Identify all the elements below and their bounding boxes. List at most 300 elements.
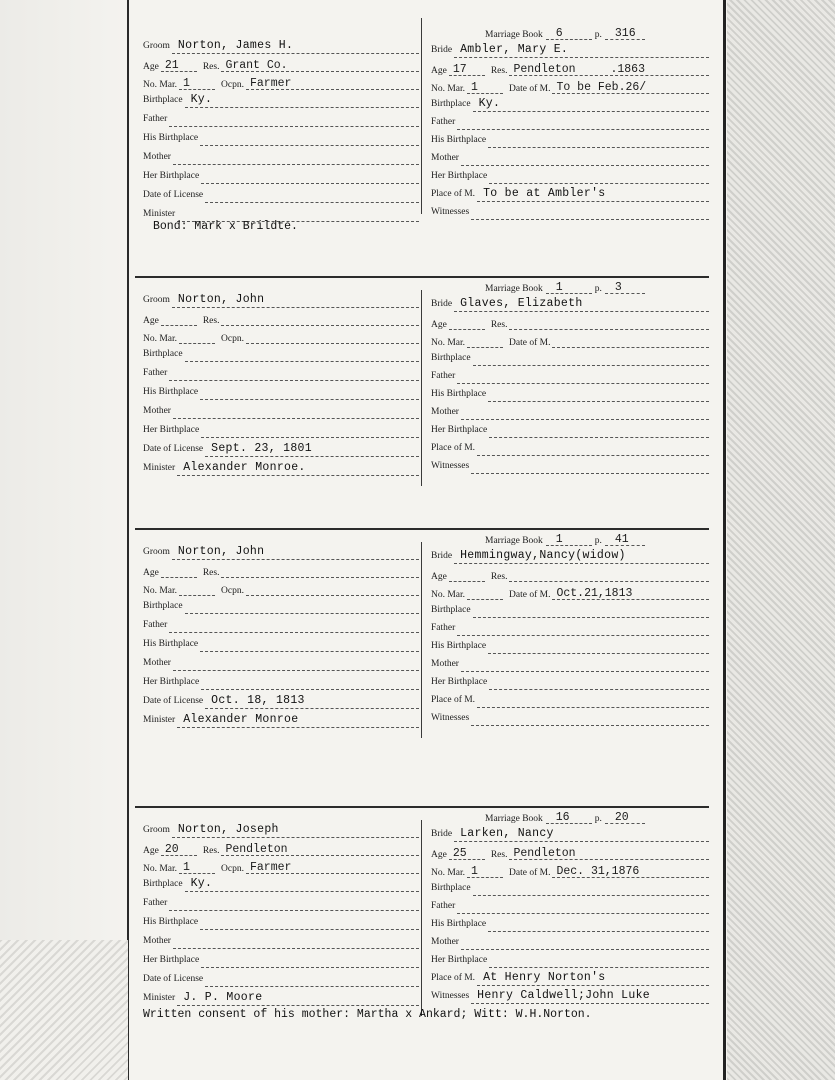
groom-her-birthplace-label: Her Birthplace xyxy=(143,425,200,435)
groom-date-of-license-value: Oct. 18, 1813 xyxy=(211,694,305,707)
marriage-book-value: 1 xyxy=(555,281,563,294)
groom-birthplace-label: Birthplace xyxy=(143,95,183,105)
marriage-book-line xyxy=(546,283,592,294)
bride-witnesses xyxy=(431,988,709,1004)
bride-place-of-m xyxy=(431,440,709,456)
bride-his-birthplace-label: His Birthplace xyxy=(431,389,487,399)
groom-name-label: Groom xyxy=(143,825,170,835)
groom-date-of-license-line xyxy=(205,192,419,203)
bride-father xyxy=(431,114,709,130)
groom-minister-value: Alexander Monroe. xyxy=(183,461,306,474)
record-note: Bond: Mark x Brildte. xyxy=(153,220,298,233)
bride-father xyxy=(431,368,709,384)
bride-birthplace xyxy=(431,96,709,112)
groom-her-birthplace-line xyxy=(201,679,419,690)
groom-his-birthplace-label: His Birthplace xyxy=(143,133,199,143)
bride-age-res-value-1: 17 xyxy=(452,63,467,76)
groom-age-res xyxy=(143,310,419,326)
bride-father xyxy=(431,898,709,914)
groom-name-value: Norton, Joseph xyxy=(177,823,279,836)
bride-age-res xyxy=(431,844,709,860)
groom-age-res-line-2 xyxy=(221,845,419,856)
groom-nomar-ocpn-value-1: 1 xyxy=(183,77,190,90)
groom-her-birthplace-line xyxy=(201,957,419,968)
groom-minister-value: J. P. Moore xyxy=(183,991,263,1004)
marriage-book-value: 1 xyxy=(555,533,563,546)
bride-mother xyxy=(431,150,709,166)
groom-date-of-license xyxy=(143,693,419,709)
groom-his-birthplace xyxy=(143,384,419,400)
groom-nomar-ocpn xyxy=(143,74,419,90)
groom-father-line xyxy=(169,116,419,127)
groom-nomar-ocpn-label-1: No. Mar. xyxy=(143,864,178,874)
groom-name-label: Groom xyxy=(143,41,170,51)
groom-name xyxy=(143,38,419,54)
groom-nomar-ocpn-label-1: No. Mar. xyxy=(143,586,178,596)
groom-date-of-license-label: Date of License xyxy=(143,444,204,454)
scan-right-border xyxy=(723,0,726,1080)
bride-place-of-m-value: To be at Ambler's xyxy=(483,187,606,200)
bride-age-res-label-2: Res. xyxy=(490,572,508,582)
bride-name xyxy=(431,296,709,312)
bride-nomar-date-line-1 xyxy=(467,867,503,878)
groom-birthplace-value: Ky. xyxy=(190,877,213,890)
bride-nomar-date-value-2: To be Feb.26/ xyxy=(556,81,647,94)
page-value: 41 xyxy=(614,533,629,546)
bride-age-res xyxy=(431,314,709,330)
groom-mother-label: Mother xyxy=(143,936,171,946)
bride-name-value: Glaves, Elizabeth xyxy=(460,297,583,310)
bride-nomar-date-value-2: Dec. 31,1876 xyxy=(556,865,640,878)
bride-nomar-date-line-2 xyxy=(552,337,709,348)
groom-father-line xyxy=(169,900,419,911)
groom-age-res xyxy=(143,56,419,72)
bride-witnesses-line xyxy=(471,463,709,474)
page-line xyxy=(605,535,645,546)
bride-mother-line xyxy=(461,409,709,420)
groom-name-line xyxy=(172,823,419,838)
bride-birthplace xyxy=(431,602,709,618)
groom-age-res-line-2 xyxy=(221,61,419,72)
groom-birthplace-label: Birthplace xyxy=(143,601,183,611)
marriage-book-label: Marriage Book xyxy=(485,536,543,546)
groom-age-res xyxy=(143,562,419,578)
groom-minister-value: Alexander Monroe xyxy=(183,713,299,726)
page-line xyxy=(605,813,645,824)
bride-nomar-date-value-1: 1 xyxy=(471,81,478,94)
groom-age-res-label-2: Res. xyxy=(202,846,220,856)
bride-birthplace-line xyxy=(473,355,709,366)
bride-her-birthplace-label: Her Birthplace xyxy=(431,171,488,181)
groom-minister-line xyxy=(177,461,419,476)
groom-minister xyxy=(143,712,419,728)
bride-mother-label: Mother xyxy=(431,153,459,163)
groom-his-birthplace-line xyxy=(200,919,419,930)
bride-age-res xyxy=(431,60,709,76)
bride-place-of-m-line xyxy=(477,971,709,986)
groom-birthplace-label: Birthplace xyxy=(143,879,183,889)
groom-nomar-ocpn-line-1 xyxy=(179,863,215,874)
bride-place-of-m-line xyxy=(477,445,709,456)
bride-age-res-label-1: Age xyxy=(431,850,447,860)
bride-birthplace-line xyxy=(473,97,709,112)
bride-father-label: Father xyxy=(431,117,456,127)
groom-birthplace-line xyxy=(185,93,419,108)
groom-her-birthplace-line xyxy=(201,427,419,438)
column-divider xyxy=(421,18,422,214)
bride-place-of-m xyxy=(431,186,709,202)
groom-nomar-ocpn-line-2 xyxy=(246,863,419,874)
groom-name-label: Groom xyxy=(143,547,170,557)
groom-nomar-ocpn-line-1 xyxy=(179,333,215,344)
page-label: p. xyxy=(594,814,602,824)
bride-his-birthplace xyxy=(431,386,709,402)
groom-father xyxy=(143,111,419,127)
groom-her-birthplace xyxy=(143,422,419,438)
bride-father-label: Father xyxy=(431,623,456,633)
groom-mother-label: Mother xyxy=(143,658,171,668)
bride-nomar-date xyxy=(431,862,709,878)
bride-name-value: Ambler, Mary E. xyxy=(460,43,569,56)
bride-his-birthplace-label: His Birthplace xyxy=(431,135,487,145)
groom-name-line xyxy=(172,39,419,54)
bride-nomar-date-label-1: No. Mar. xyxy=(431,338,466,348)
marriage-book-line xyxy=(546,535,592,546)
bride-name-value: Hemmingway,Nancy(widow) xyxy=(460,549,626,562)
marriage-book-value: 16 xyxy=(555,811,570,824)
groom-name-label: Groom xyxy=(143,295,170,305)
groom-father xyxy=(143,895,419,911)
bride-her-birthplace-label: Her Birthplace xyxy=(431,677,488,687)
groom-nomar-ocpn-line-1 xyxy=(179,585,215,596)
groom-father xyxy=(143,617,419,633)
groom-her-birthplace xyxy=(143,952,419,968)
groom-mother-label: Mother xyxy=(143,152,171,162)
groom-minister xyxy=(143,990,419,1006)
bride-birthplace-value: Ky. xyxy=(478,97,501,110)
groom-minister-line xyxy=(177,991,419,1006)
page-label: p. xyxy=(594,30,602,40)
page-label: p. xyxy=(594,536,602,546)
bride-her-birthplace-line xyxy=(489,173,709,184)
groom-nomar-ocpn-line-1 xyxy=(179,79,215,90)
bride-witnesses-line xyxy=(471,989,709,1004)
groom-minister-label: Minister xyxy=(143,715,176,725)
bride-name-line xyxy=(454,827,709,842)
bride-age-res-label-1: Age xyxy=(431,66,447,76)
groom-his-birthplace-label: His Birthplace xyxy=(143,917,199,927)
bride-place-of-m-line xyxy=(477,697,709,708)
groom-age-res-line-1 xyxy=(161,567,197,578)
groom-date-of-license-line xyxy=(205,442,419,457)
marriage-book-label: Marriage Book xyxy=(485,30,543,40)
groom-mother-line xyxy=(173,154,419,165)
page-value: 316 xyxy=(614,27,636,40)
bride-age-res-line-2 xyxy=(509,65,709,76)
groom-name-value: Norton, James H. xyxy=(177,39,294,52)
bride-name xyxy=(431,826,709,842)
page-line xyxy=(605,29,645,40)
bride-her-birthplace-label: Her Birthplace xyxy=(431,955,488,965)
bride-mother-label: Mother xyxy=(431,659,459,669)
marriage-book-ref xyxy=(485,24,645,40)
groom-age-res xyxy=(143,840,419,856)
bride-name xyxy=(431,42,709,58)
groom-father-label: Father xyxy=(143,368,168,378)
groom-birthplace xyxy=(143,92,419,108)
page-value: 3 xyxy=(614,281,622,294)
groom-his-birthplace xyxy=(143,636,419,652)
bride-name xyxy=(431,548,709,564)
bride-her-birthplace-line xyxy=(489,957,709,968)
bride-place-of-m-label: Place of M. xyxy=(431,189,476,199)
groom-his-birthplace-line xyxy=(200,135,419,146)
bride-nomar-date-label-1: No. Mar. xyxy=(431,868,466,878)
groom-age-res-label-1: Age xyxy=(143,316,159,326)
bride-father-line xyxy=(457,625,709,636)
page-line xyxy=(605,283,645,294)
bride-witnesses-label: Witnesses xyxy=(431,461,470,471)
groom-minister-label: Minister xyxy=(143,993,176,1003)
groom-name-value: Norton, John xyxy=(177,545,265,558)
bride-father-label: Father xyxy=(431,901,456,911)
bride-father xyxy=(431,620,709,636)
groom-his-birthplace-line xyxy=(200,641,419,652)
bride-father-line xyxy=(457,903,709,914)
bride-nomar-date-label-2: Date of M. xyxy=(509,590,551,600)
bride-mother xyxy=(431,404,709,420)
groom-mother xyxy=(143,655,419,671)
groom-name-line xyxy=(172,293,419,308)
bride-his-birthplace-line xyxy=(488,391,709,402)
bride-his-birthplace-line xyxy=(488,921,709,932)
bride-name-label: Bride xyxy=(431,829,453,839)
bride-nomar-date xyxy=(431,332,709,348)
bride-name-value: Larken, Nancy xyxy=(460,827,554,840)
bride-nomar-date-label-2: Date of M. xyxy=(509,338,551,348)
groom-age-res-label-1: Age xyxy=(143,846,159,856)
groom-minister-line xyxy=(177,713,419,728)
bride-age-res-line-1 xyxy=(449,849,485,860)
bride-mother-line xyxy=(461,661,709,672)
column-divider xyxy=(421,820,422,1016)
bride-mother xyxy=(431,656,709,672)
groom-mother xyxy=(143,933,419,949)
bride-father-line xyxy=(457,373,709,384)
groom-father-label: Father xyxy=(143,620,168,630)
groom-birthplace xyxy=(143,346,419,362)
groom-father-line xyxy=(169,622,419,633)
page-label: p. xyxy=(594,284,602,294)
groom-birthplace xyxy=(143,876,419,892)
groom-age-res-label-1: Age xyxy=(143,568,159,578)
groom-nomar-ocpn xyxy=(143,328,419,344)
marriage-book-line xyxy=(546,29,592,40)
marriage-book-label: Marriage Book xyxy=(485,814,543,824)
groom-date-of-license xyxy=(143,971,419,987)
groom-name-value: Norton, John xyxy=(177,293,265,306)
groom-father-line xyxy=(169,370,419,381)
groom-father-label: Father xyxy=(143,114,168,124)
marriage-book-line xyxy=(546,813,592,824)
groom-age-res-value-1: 21 xyxy=(164,59,179,72)
bride-witnesses-value: Henry Caldwell;John Luke xyxy=(477,989,650,1002)
bride-her-birthplace-label: Her Birthplace xyxy=(431,425,488,435)
scan-left-margin xyxy=(0,0,128,1080)
groom-birthplace-line xyxy=(185,351,419,362)
bride-birthplace-line xyxy=(473,607,709,618)
groom-age-res-label-1: Age xyxy=(143,62,159,72)
bride-nomar-date-label-2: Date of M. xyxy=(509,868,551,878)
groom-birthplace-line xyxy=(185,603,419,614)
bride-birthplace-line xyxy=(473,885,709,896)
groom-nomar-ocpn-label-2: Ocpn. xyxy=(221,864,244,874)
column-divider xyxy=(421,290,422,486)
bride-her-birthplace-line xyxy=(489,427,709,438)
page-value: 20 xyxy=(614,811,629,824)
groom-mother xyxy=(143,149,419,165)
bride-place-of-m-label: Place of M. xyxy=(431,695,476,705)
groom-nomar-ocpn-label-2: Ocpn. xyxy=(221,334,244,344)
groom-nomar-ocpn-value-2: Farmer xyxy=(250,77,292,90)
bride-mother xyxy=(431,934,709,950)
scan-right-margin xyxy=(727,0,835,1080)
groom-her-birthplace xyxy=(143,674,419,690)
groom-nomar-ocpn xyxy=(143,858,419,874)
bride-age-res-label-2: Res. xyxy=(490,66,508,76)
groom-age-res-line-2 xyxy=(221,567,419,578)
groom-mother-line xyxy=(173,660,419,671)
bride-place-of-m xyxy=(431,692,709,708)
bride-nomar-date-line-1 xyxy=(467,337,503,348)
bride-witnesses-line xyxy=(471,715,709,726)
groom-her-birthplace-label: Her Birthplace xyxy=(143,171,200,181)
groom-date-of-license-line xyxy=(205,694,419,709)
bride-witnesses-label: Witnesses xyxy=(431,713,470,723)
record-note: Written consent of his mother: Martha x Ankard; Witt: W.H.Norton. xyxy=(143,1008,592,1021)
bride-his-birthplace-label: His Birthplace xyxy=(431,641,487,651)
groom-minister-label: Minister xyxy=(143,209,176,219)
bride-nomar-date-line-1 xyxy=(467,589,503,600)
groom-date-of-license-label: Date of License xyxy=(143,696,204,706)
groom-mother-line xyxy=(173,938,419,949)
bride-witnesses xyxy=(431,458,709,474)
bride-name-label: Bride xyxy=(431,551,453,561)
groom-date-of-license xyxy=(143,441,419,457)
bride-her-birthplace xyxy=(431,674,709,690)
marriage-record-card xyxy=(135,12,713,252)
bride-her-birthplace xyxy=(431,952,709,968)
bride-name-line xyxy=(454,297,709,312)
groom-her-birthplace-label: Her Birthplace xyxy=(143,677,200,687)
bride-age-res-line-2 xyxy=(509,319,709,330)
groom-age-res-label-2: Res. xyxy=(202,62,220,72)
marriage-book-value: 6 xyxy=(555,27,563,40)
groom-nomar-ocpn-value-1: 1 xyxy=(183,861,190,874)
bride-birthplace-label: Birthplace xyxy=(431,883,471,893)
groom-father-label: Father xyxy=(143,898,168,908)
bride-name-label: Bride xyxy=(431,299,453,309)
bride-age-res-line-1 xyxy=(449,65,485,76)
groom-father xyxy=(143,365,419,381)
groom-her-birthplace-label: Her Birthplace xyxy=(143,955,200,965)
bride-age-res-label-1: Age xyxy=(431,320,447,330)
groom-age-res-label-2: Res. xyxy=(202,316,220,326)
groom-name xyxy=(143,822,419,838)
bride-her-birthplace-line xyxy=(489,679,709,690)
groom-nomar-ocpn-line-2 xyxy=(246,79,419,90)
bride-mother-line xyxy=(461,155,709,166)
bride-witnesses-label: Witnesses xyxy=(431,207,470,217)
groom-age-res-value-2: Grant Co. xyxy=(225,59,288,72)
bride-place-of-m-label: Place of M. xyxy=(431,973,476,983)
groom-mother-label: Mother xyxy=(143,406,171,416)
bride-his-birthplace-label: His Birthplace xyxy=(431,919,487,929)
bride-age-res-value-2: Pendleton .1863 xyxy=(513,63,645,76)
groom-name-line xyxy=(172,545,419,560)
bride-his-birthplace-line xyxy=(488,137,709,148)
groom-his-birthplace xyxy=(143,914,419,930)
bride-mother-label: Mother xyxy=(431,407,459,417)
bride-his-birthplace xyxy=(431,132,709,148)
groom-nomar-ocpn-line-2 xyxy=(246,585,419,596)
bride-age-res-label-1: Age xyxy=(431,572,447,582)
bride-nomar-date-line-2 xyxy=(552,83,709,94)
groom-date-of-license-value: Sept. 23, 1801 xyxy=(211,442,312,455)
groom-name xyxy=(143,544,419,560)
bride-age-res-line-2 xyxy=(509,849,709,860)
groom-nomar-ocpn-label-2: Ocpn. xyxy=(221,586,244,596)
bride-his-birthplace xyxy=(431,638,709,654)
groom-date-of-license-label: Date of License xyxy=(143,190,204,200)
bride-nomar-date-label-1: No. Mar. xyxy=(431,84,466,94)
bride-her-birthplace xyxy=(431,168,709,184)
groom-birthplace-line xyxy=(185,877,419,892)
bride-nomar-date-label-1: No. Mar. xyxy=(431,590,466,600)
marriage-book-ref xyxy=(485,808,645,824)
groom-minister xyxy=(143,460,419,476)
bride-her-birthplace xyxy=(431,422,709,438)
groom-age-res-line-2 xyxy=(221,315,419,326)
bride-place-of-m-label: Place of M. xyxy=(431,443,476,453)
bride-witnesses xyxy=(431,204,709,220)
groom-nomar-ocpn-value-2: Farmer xyxy=(250,861,292,874)
bride-birthplace-label: Birthplace xyxy=(431,605,471,615)
groom-her-birthplace-line xyxy=(201,173,419,184)
groom-her-birthplace xyxy=(143,168,419,184)
bride-birthplace xyxy=(431,880,709,896)
bride-witnesses-label: Witnesses xyxy=(431,991,470,1001)
groom-age-res-label-2: Res. xyxy=(202,568,220,578)
bride-nomar-date xyxy=(431,584,709,600)
groom-name xyxy=(143,292,419,308)
bride-age-res-line-2 xyxy=(509,571,709,582)
bride-birthplace-label: Birthplace xyxy=(431,353,471,363)
groom-age-res-line-1 xyxy=(161,845,197,856)
bride-his-birthplace-line xyxy=(488,643,709,654)
bride-mother-line xyxy=(461,939,709,950)
bride-nomar-date-line-2 xyxy=(552,589,709,600)
groom-his-birthplace xyxy=(143,130,419,146)
groom-birthplace xyxy=(143,598,419,614)
marriage-record-card xyxy=(135,806,713,1046)
marriage-book-label: Marriage Book xyxy=(485,284,543,294)
groom-his-birthplace-line xyxy=(200,389,419,400)
bride-age-res-value-2: Pendleton xyxy=(513,847,576,860)
scan-left-border xyxy=(127,0,129,1080)
bride-mother-label: Mother xyxy=(431,937,459,947)
groom-his-birthplace-label: His Birthplace xyxy=(143,639,199,649)
